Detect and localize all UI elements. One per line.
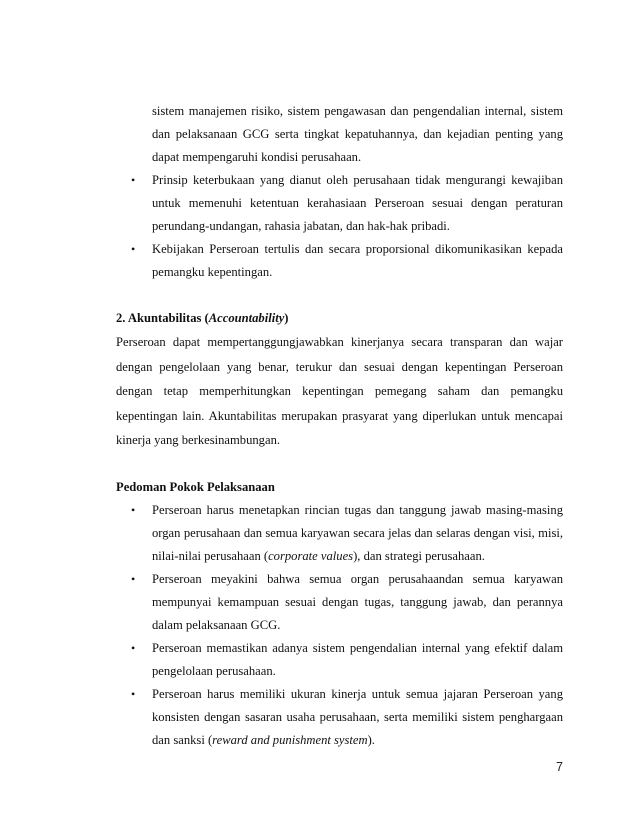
list-item-text: Perseroan harus menetapkan rincian tugas dan tanggung jawab masing-masing organ perusahaan dan semua karyawan secara jelas dan selaras dengan visi, misi, nilai-nilai perusahaan (	[152, 502, 563, 563]
guidelines-heading: Pedoman Pokok Pelaksanaan	[116, 479, 275, 494]
list-item	[116, 637, 563, 683]
list-item-text: Kebijakan Perseroan tertulis dan secara proporsional dikomunikasikan kepada pemangku kepentingan.	[152, 242, 563, 279]
bullet-icon: •	[131, 640, 136, 655]
list-item	[116, 568, 563, 637]
page-number: 7	[556, 760, 563, 774]
accountability-paragraph: Perseroan dapat mempertanggungjawabkan kinerjanya secara transparan dan wajar dengan pengelolaan yang benar, terukur dan sesuai dengan kepentingan Perseroan dengan tetap memperhitungkan kepentingan pemegang saham dan pemangku kepentingan lain. Akuntabilitas merupakan prasyarat yang diperlukan untuk mencapai kinerja yang berkesinambungan.	[116, 335, 563, 448]
list-item	[116, 238, 563, 284]
page-content	[116, 100, 563, 752]
list-item	[116, 499, 563, 568]
guidelines-bullet-list	[116, 499, 563, 752]
list-item-text: Perseroan memastikan adanya sistem pengendalian internal yang efektif dalam pengelolaan perusahaan.	[152, 640, 563, 678]
list-item-text-end: ).	[367, 732, 375, 747]
bullet-icon: •	[131, 502, 136, 517]
list-item-text: Perseroan harus memiliki ukuran kinerja untuk semua jajaran Perseroan yang konsisten dengan sasaran usaha perusahaan, serta memiliki sistem penghargaan dan sanksi (	[152, 686, 563, 747]
list-item-text: Prinsip keterbukaan yang dianut oleh perusahaan tidak mengurangi kewajiban untuk memenuhi ketentuan kerahasiaan Perseroan sesuai dengan peraturan perundang-undangan, rahasia jabatan, dan hak-hak pribadi.	[152, 173, 563, 233]
bullet-icon: •	[131, 173, 136, 187]
heading-text-suffix: )	[284, 311, 289, 325]
bullet-icon: •	[131, 571, 136, 586]
list-item-italic: corporate values	[268, 548, 354, 563]
list-item	[116, 169, 563, 238]
bullet-icon: •	[131, 686, 136, 701]
bullet-icon: •	[131, 242, 136, 256]
intro-bullet-list	[116, 169, 563, 284]
list-item-text: Perseroan meyakini bahwa semua organ perusahaandan semua karyawan mempunyai kemampuan sesuai dengan tugas, tanggung jawab, dan perannya dalam pelaksanaan GCG.	[152, 571, 563, 632]
list-item-text-end: ), dan strategi perusahaan.	[353, 548, 485, 563]
list-item-italic: reward and punishment system	[212, 732, 368, 747]
section-heading-accountability	[116, 307, 563, 330]
list-item	[116, 683, 563, 752]
heading-italic-term: Accountability	[208, 311, 285, 325]
heading-text: 2. Akuntabilitas (	[116, 311, 209, 325]
continued-paragraph: sistem manajemen risiko, sistem pengawasan dan pengendalian internal, sistem dan pelaksanaan GCG serta tingkat kepatuhannya, dan kejadian penting yang dapat mempengaruhi kondisi perusahaan.	[152, 104, 563, 164]
